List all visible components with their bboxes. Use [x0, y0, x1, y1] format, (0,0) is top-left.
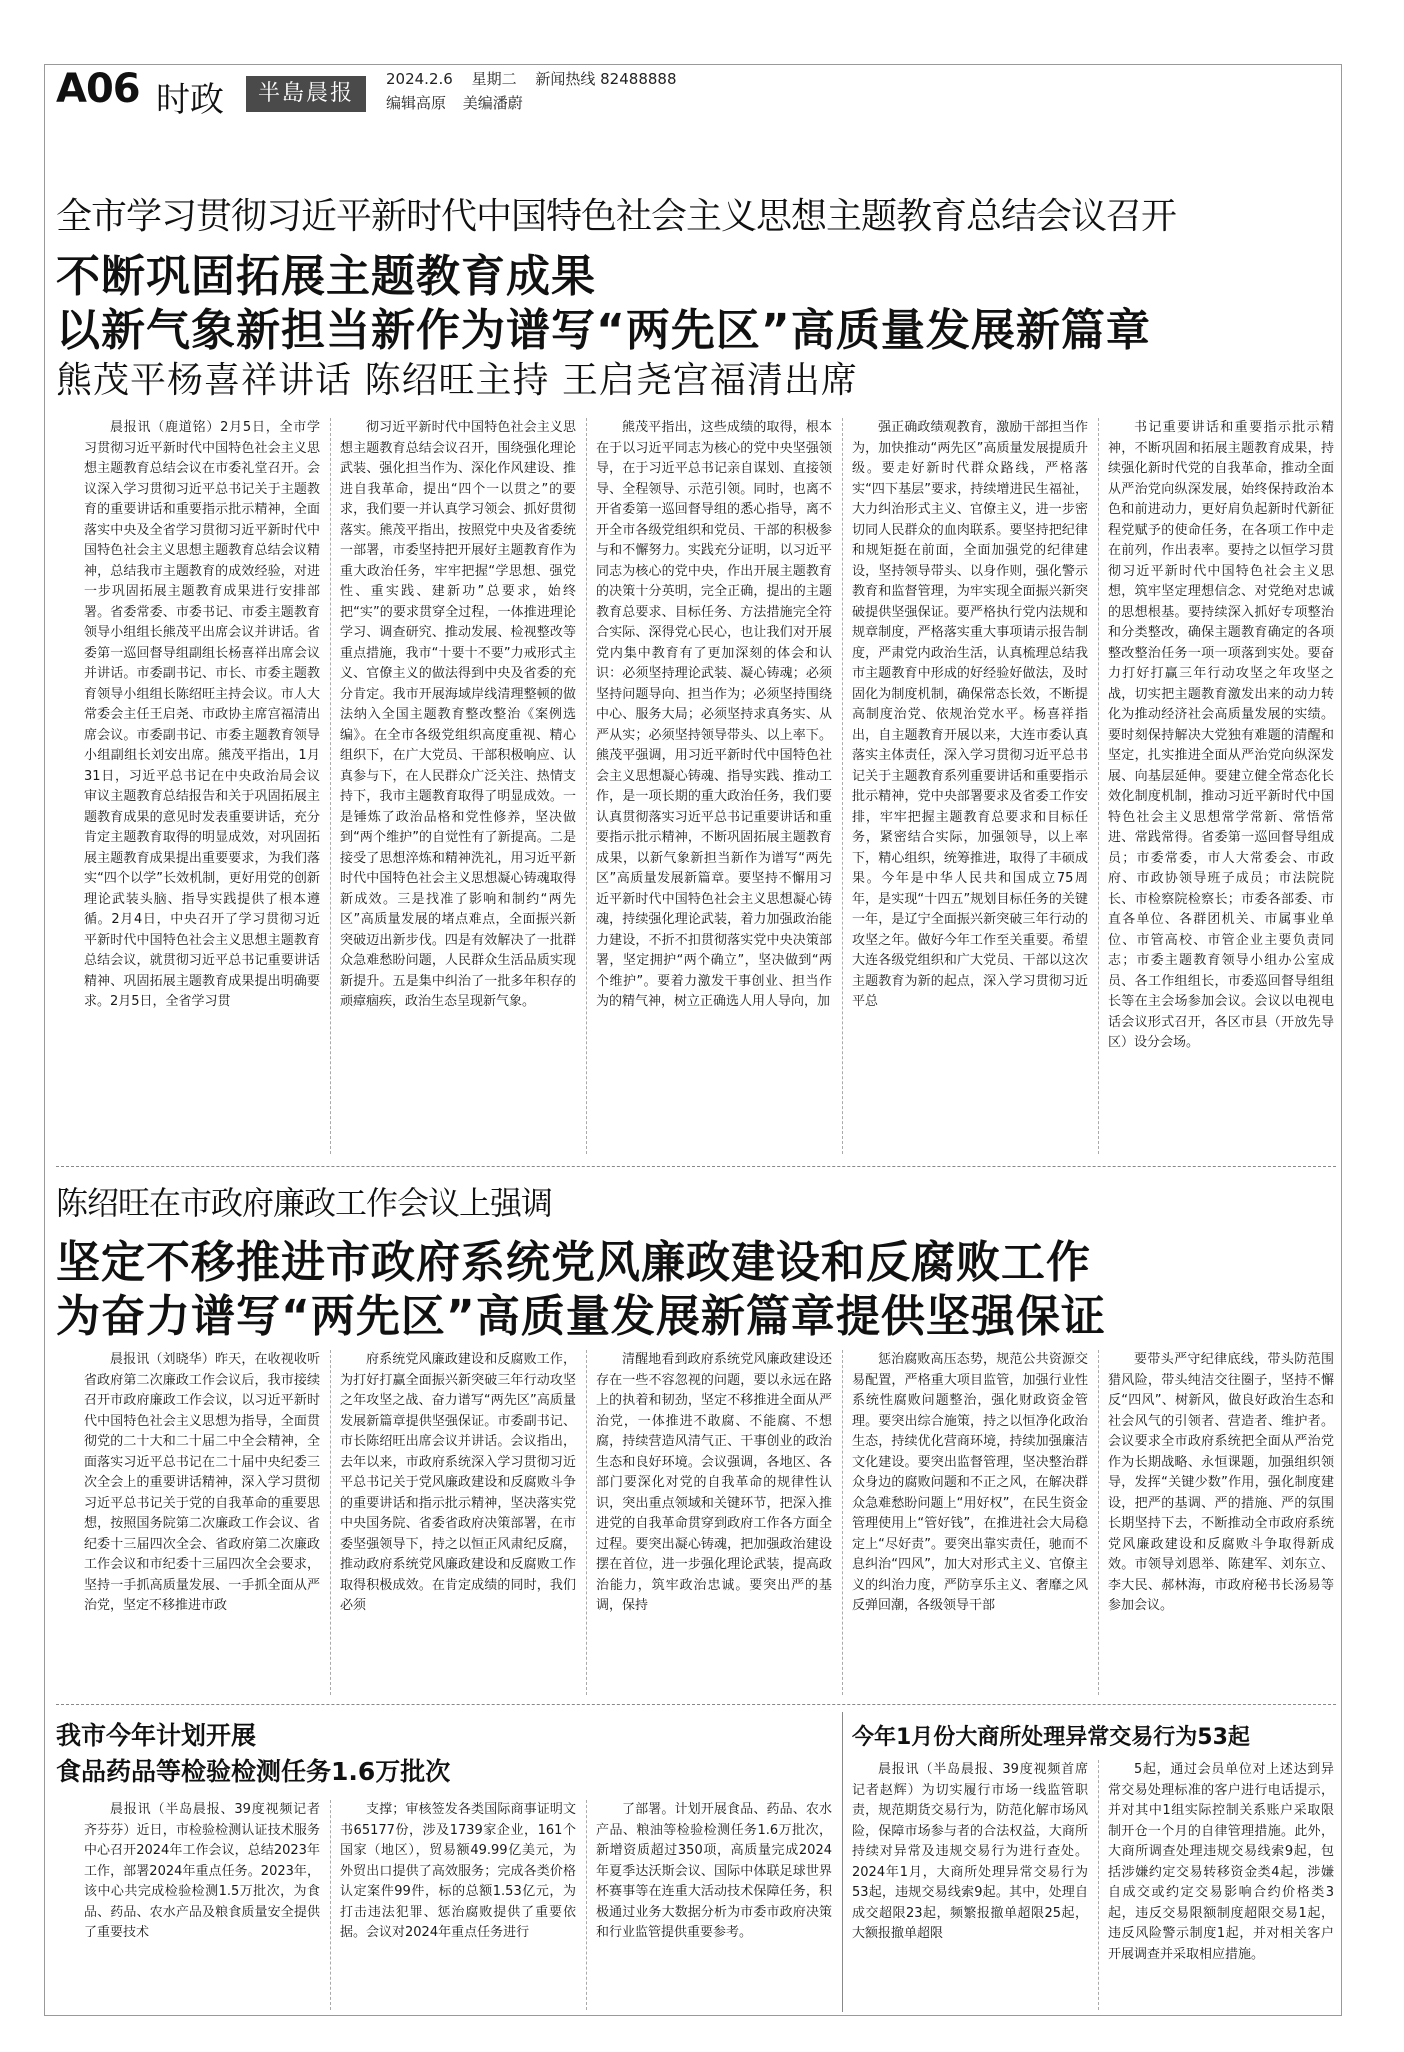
- article1-headline-1: 不断巩固拓展主题教育成果: [56, 251, 596, 302]
- editor-info: [386, 92, 535, 113]
- issue-date: 2024.2.6: [386, 70, 453, 88]
- article3-headline-1: 我市今年计划开展: [56, 1721, 257, 1750]
- article3-column-1: 晨报讯（半岛晨报、39度视频记者齐芬芬）近日，市检验检测认证技术服务中心召开2024年工作会议，总结2023年工作，部署2024年重点任务。2023年，该中心共完成检验检测1.5万批次，为食品、药品、农水产品及粮食质量安全提供了重要技术: [84, 1802, 320, 1940]
- column-divider: [1098, 1760, 1099, 2010]
- column-divider: [586, 1800, 587, 2010]
- article2-column-4: 惩治腐败高压态势，规范公共资源交易配置，严格重大项目监管，加强行业性系统性腐败问题整治，强化财政资金管理。要突出综合施策，持之以恒净化政治生态，持续优化营商环境，持续加强廉洁文化建设。要突出监督管理，坚决整治群众身边的腐败问题和不正之风，在解决群众急难愁盼问题上“用好权”，在民生资金管理使用上“管好钱”，在推进社会大局稳定上“尽好责”。要突出靠实责任，驰而不息纠治“四风”，加大对形式主义、官僚主义的纠治力度，严防享乐主义、奢靡之风反弹回潮，各级领导干部: [852, 1352, 1088, 1613]
- masthead: [56, 62, 1346, 118]
- article2-kicker: 陈绍旺在市政府廉政工作会议上强调: [56, 1184, 553, 1222]
- article4-headline: 今年1月份大商所处理异常交易行为53起: [852, 1725, 1250, 1750]
- article1-column-1: 晨报讯（鹿道铭）2月5日，全市学习贯彻习近平新时代中国特色社会主义思想主题教育总结会议在市委礼堂召开。会议深入学习贯彻习近平总书记关于主题教育的重要讲话和重要指示批示精神，全面落实中央及全省学习贯彻习近平新时代中国特色社会主义思想主题教育总结会议精神，总结我市主题教育的成效经验，对进一步巩固拓展主题教育成果进行安排部署。省委常委、市委书记、市委主题教育领导小组组长熊茂平出席会议并讲话。省委第一巡回督导组副组长杨喜祥出席会议并讲话。市委副书记、市长、市委主题教育领导小组组长陈绍旺主持会议。市人大常委会主任王启尧、市政协主席宫福清出席会议。市委副书记、市委主题教育领导小组副组长刘安出席。熊茂平指出，1月31日，习近平总书记在中央政治局会议审议主题教育总结报告和关于巩固拓展主题教育成果的意见时发表重要讲话，充分肯定主题教育取得的明显成效，对巩固拓展主题教育成果提出重要要求，为我们落实“四个以学”长效机制，更好用党的创新理论武装头脑、指导实践提供了根本遵循。2月4日，中央召开了学习贯彻习近平新时代中国特色社会主义思想主题教育总结会议，就贯彻习近平总书记重要讲话精神、巩固拓展主题教育成果提出明确要求。2月5日，全省学习贯: [84, 420, 320, 1009]
- article2-headline-1: 坚定不移推进市政府系统党风廉政建设和反腐败工作: [56, 1237, 1091, 1288]
- article1-column-3: 熊茂平指出，这些成绩的取得，根本在于以习近平同志为核心的党中央坚强领导，在于习近平总书记亲自谋划、直接领导、全程领导、示范引领。同时，也离不开省委第一巡回督导组的悉心指导，离不开全市各级党组织和党员、干部的积极参与和不懈努力。实践充分证明，以习近平同志为核心的党中央，作出开展主题教育的决策十分英明，完全正确，提出的主题教育总要求、目标任务、方法措施完全符合实际、深得党心民心，也让我们对开展党内集中教育有了更加深刻的体会和认识：必须坚持理论武装、凝心铸魂；必须坚持问题导向、担当作为；必须坚持围绕中心、服务大局；必须坚持求真务实、从严从实；必须坚持领导带头、以上率下。熊茂平强调，用习近平新时代中国特色社会主义思想凝心铸魂、指导实践、推动工作，是一项长期的重大政治任务，我们要认真贯彻落实习近平总书记重要讲话和重要指示批示精神，不断巩固拓展主题教育成果，以新气象新担当新作为谱写“两先区”高质量发展新篇章。要坚持不懈用习近平新时代中国特色社会主义思想凝心铸魂，持续强化理论武装，着力加强政治能力建设，不折不扣贯彻落实党中央决策部署，坚定拥护“两个确立”，坚决做到“两个维护”。要着力激发干事创业、担当作为的精气神，树立正确选人用人导向，加: [596, 420, 832, 1009]
- column-divider: [586, 418, 587, 1154]
- column-divider: [330, 1350, 331, 1695]
- designer: 美编潘蔚: [462, 94, 523, 112]
- section-title: 时政: [156, 80, 224, 120]
- article2-headline-2: 为奋力谱写“两先区”高质量发展新篇章提供坚强保证: [56, 1291, 1106, 1342]
- section-divider: [56, 1166, 1336, 1167]
- column-divider: [1098, 1350, 1099, 1695]
- column-divider: [330, 1800, 331, 2010]
- issue-info: [386, 68, 691, 89]
- column-divider: [330, 418, 331, 1154]
- article1-subheadline: 熊茂平杨喜祥讲话 陈绍旺主持 王启尧宫福清出席: [56, 360, 858, 401]
- article1-column-2: 彻习近平新时代中国特色社会主义思想主题教育总结会议召开，围绕强化理论武装、强化担当作为、深化作风建设、推进自我革命，提出“四个一以贯之”的要求，我们要一并认真学习领会、抓好贯彻落实。熊茂平指出，按照党中央及省委统一部署，市委坚持把开展好主题教育作为重大政治任务，牢牢把握“学思想、强党性、重实践、建新功”总要求，始终把“实”的要求贯穿全过程，一体推进理论学习、调查研究、推动发展、检视整改等重点措施，我市“十要十不要”力戒形式主义、官僚主义的做法得到中央及省委的充分肯定。我市开展海域岸线清理整顿的做法纳入全国主题教育整改整治《案例选编》。在全市各级党组织高度重视、精心组织下，在广大党员、干部积极响应、认真参与下，在人民群众广泛关注、热情支持下，我市主题教育取得了明显成效。一是锤炼了政治品格和党性修养，坚决做到“两个维护”的自觉性有了新提高。二是接受了思想淬炼和精神洗礼，用习近平新时代中国特色社会主义思想凝心铸魂取得新成效。三是找准了影响和制约“两先区”高质量发展的堵点难点，全面振兴新突破迈出新步伐。四是有效解决了一批群众急难愁盼问题，人民群众生活品质实现新提升。五是集中纠治了一批多年积存的顽瘴痼疾，政治生态呈现新气象。: [340, 420, 576, 1009]
- article2-column-5: 要带头严守纪律底线，带头防范围猎风险，带头纯洁交往圈子，坚持不懈反“四风”、树新风，做良好政治生态和社会风气的引领者、营造者、维护者。会议要求全市政府系统把全面从严治党作为长期战略、永恒课题，加强组织领导，发挥“关键少数”作用，强化制度建设，把严的基调、严的措施、严的氛围长期坚持下去，不断推动全市政府系统党风廉政建设和反腐败斗争取得新成效。市领导刘恩举、陈建军、刘东立、李大民、郝林海，市政府秘书长汤易等参加会议。: [1108, 1352, 1334, 1613]
- article3-headline-2: 食品药品等检验检测任务1.6万批次: [56, 1757, 451, 1786]
- news-hotline: 新闻热线 82488888: [535, 70, 677, 88]
- article3-column-3: 了部署。计划开展食品、药品、农水产品、粮油等检验检测任务1.6万批次，新增资质超过350项，高质量完成2024年夏季达沃斯会议、国际中体联足球世界杯赛事等在连重大活动技术保障任务，积极通过业务大数据分析为市委市政府决策和行业监管提供重要参考。: [596, 1802, 832, 1940]
- article2-column-3: 清醒地看到政府系统党风廉政建设还存在一些不容忽视的问题，要以永远在路上的执着和韧劲，坚定不移推进全面从严治党，一体推进不敢腐、不能腐、不想腐，持续营造风清气正、干事创业的政治生态和良好环境。会议强调，各地区、各部门要深化对党的自我革命的规律性认识，突出重点领域和关键环节，把深入推进党的自我革命贯穿到政府工作各方面全过程。要突出凝心铸魂，把加强政治建设摆在首位，进一步强化理论武装，提高政治能力，筑牢政治忠诚。要突出严的基调，保持: [596, 1352, 832, 1613]
- newspaper-logo: 半島晨报: [246, 76, 366, 112]
- article1-column-4: 强正确政绩观教育，激励干部担当作为，加快推动“两先区”高质量发展提质升级。要走好新时代群众路线，严格落实“四下基层”要求，持续增进民生福祉，大力纠治形式主义、官僚主义，进一步密切同人民群众的血肉联系。要坚持把纪律和规矩挺在前面，全面加强党的纪律建设，坚持领导带头、以身作则，强化警示教育和监督管理，为牢实现全面振兴新突破提供坚强保证。要严格执行党内法规和规章制度，严格落实重大事项请示报告制度，严肃党内政治生活，认真梳理总结我市主题教育中形成的好经验好做法，及时固化为制度机制，确保常态长效，不断提高制度治党、依规治党水平。杨喜祥指出，自主题教育开展以来，大连市委认真落实主体责任，深入学习贯彻习近平总书记关于主题教育系列重要讲话和重要指示批示精神，党中央部署要求及省委工作安排，牢牢把握主题教育总要求和目标任务，紧密结合实际，加强领导，以上率下，精心组织，统筹推进，取得了丰硕成果。今年是中华人民共和国成立75周年，是实现“十四五”规划目标任务的关键一年，是辽宁全面振兴新突破三年行动的攻坚之年。做好今年工作至关重要。希望大连各级党组织和广大党员、干部以这次主题教育为新的起点，深入学习贯彻习近平总: [852, 420, 1088, 1009]
- article4-column-2: 5起，通过会员单位对上述达到异常交易处理标准的客户进行电话提示，并对其中1组实际控制关系账户采取限制开仓一个月的自律管理措施。此外，大商所调查处理违规交易线索9起，包括涉嫌约定交易转移资金类4起，涉嫌自成交或约定交易影响合约价格类3起，违反交易限额制度超限交易1起，违反风险警示制度1起，并对相关客户开展调查并采取相应措施。: [1108, 1762, 1334, 1962]
- issue-weekday: 星期二: [471, 70, 517, 88]
- article2-column-2: 府系统党风廉政建设和反腐败工作，为打好打赢全面振兴新突破三年行动攻坚之年攻坚之战、奋力谱写“两先区”高质量发展新篇章提供坚强保证。市委副书记、市长陈绍旺出席会议并讲话。会议指出，去年以来，市政府系统深入学习贯彻习近平总书记关于党风廉政建设和反腐败斗争的重要讲话和指示批示精神，坚决落实党中央国务院、省委省政府决策部署，在市委坚强领导下，持之以恒正风肃纪反腐，推动政府系统党风廉政建设和反腐败工作取得积极成效。在肯定成绩的同时，我们必须: [340, 1352, 576, 1613]
- article3-column-2: 支撑；审核签发各类国际商事证明文书65177份，涉及1739家企业，161个国家（地区），贸易额49.99亿美元，为外贸出口提供了高效服务；完成各类价格认定案件99件，标的总额1.53亿元，为打击违法犯罪、惩治腐败提供了重要依据。会议对2024年重点任务进行: [340, 1802, 576, 1940]
- column-divider: [842, 1350, 843, 1695]
- article2-column-1: 晨报讯（刘晓华）昨天，在收视收听省政府第二次廉政工作会议后，我市接续召开市政府廉政工作会议，以习近平新时代中国特色社会主义思想为指导，全面贯彻党的二十大和二十届二中全会精神，全面落实习近平总书记在二十届中央纪委三次全会上的重要讲话精神，深入学习贯彻习近平总书记关于党的自我革命的重要思想，按照国务院第二次廉政工作会议、省纪委十三届四次全会、省政府第二次廉政工作会议和市纪委十三届四次全会要求，坚持一手抓高质量发展、一手抓全面从严治党，坚定不移推进市政: [84, 1352, 320, 1613]
- article-divider: [842, 1712, 843, 2012]
- column-divider: [842, 418, 843, 1154]
- section-divider: [56, 1704, 1336, 1705]
- article1-kicker: 全市学习贯彻习近平新时代中国特色社会主义思想主题教育总结会议召开: [56, 196, 1177, 237]
- column-divider: [1098, 418, 1099, 1154]
- page-number: A06: [56, 66, 140, 112]
- column-divider: [586, 1350, 587, 1695]
- article1-column-5: 书记重要讲话和重要指示批示精神，不断巩固和拓展主题教育成果，持续强化新时代党的自我革命，推动全面从严治党向纵深发展，始终保持政治本色和前进动力，更好肩负起新时代新征程党赋予的使命任务，在各项工作中走在前列，作出表率。要持之以恒学习贯彻习近平新时代中国特色社会主义思想，筑牢坚定理想信念、对党绝对忠诚的思想根基。要持续深入抓好专项整治和分类整改，确保主题教育确定的各项整改整治任务一项一项落到实处。要奋力打好打赢三年行动攻坚之年攻坚之战，切实把主题教育激发出来的动力转化为推动经济社会高质量发展的实绩。要时刻保持解决大党独有难题的清醒和坚定，扎实推进全面从严治党向纵深发展、向基层延伸。要建立健全常态化长效化制度机制，推动习近平新时代中国特色社会主义思想常学常新、常悟常进、常践常得。省委第一巡回督导组成员；市委常委，市人大常委会、市政府、市政协领导班子成员；市法院院长、市检察院检察长；市委各部委、市直各单位、各群团机关、市属事业单位、市管高校、市管企业主要负责同志；市委主题教育领导小组办公室成员、各工作组组长，市委巡回督导组组长等在主会场参加会议。会议以电视电话会议形式召开，各区市县（开放先导区）设分会场。: [1108, 420, 1334, 1050]
- editor: 编辑高原: [386, 94, 447, 112]
- article4-column-1: 晨报讯（半岛晨报、39度视频首席记者赵辉）为切实履行市场一线监管职责，规范期货交易行为，防范化解市场风险，保障市场参与者的合法权益，大商所持续对异常及违规交易行为进行查处。2024年1月，大商所处理异常交易行为53起，违规交易线索9起。其中，处理自成交超限23起，频繁报撤单超限25起，大额报撤单超限: [852, 1762, 1088, 1941]
- article1-headline-2: 以新气象新担当新作为谱写“两先区”高质量发展新篇章: [56, 305, 1151, 356]
